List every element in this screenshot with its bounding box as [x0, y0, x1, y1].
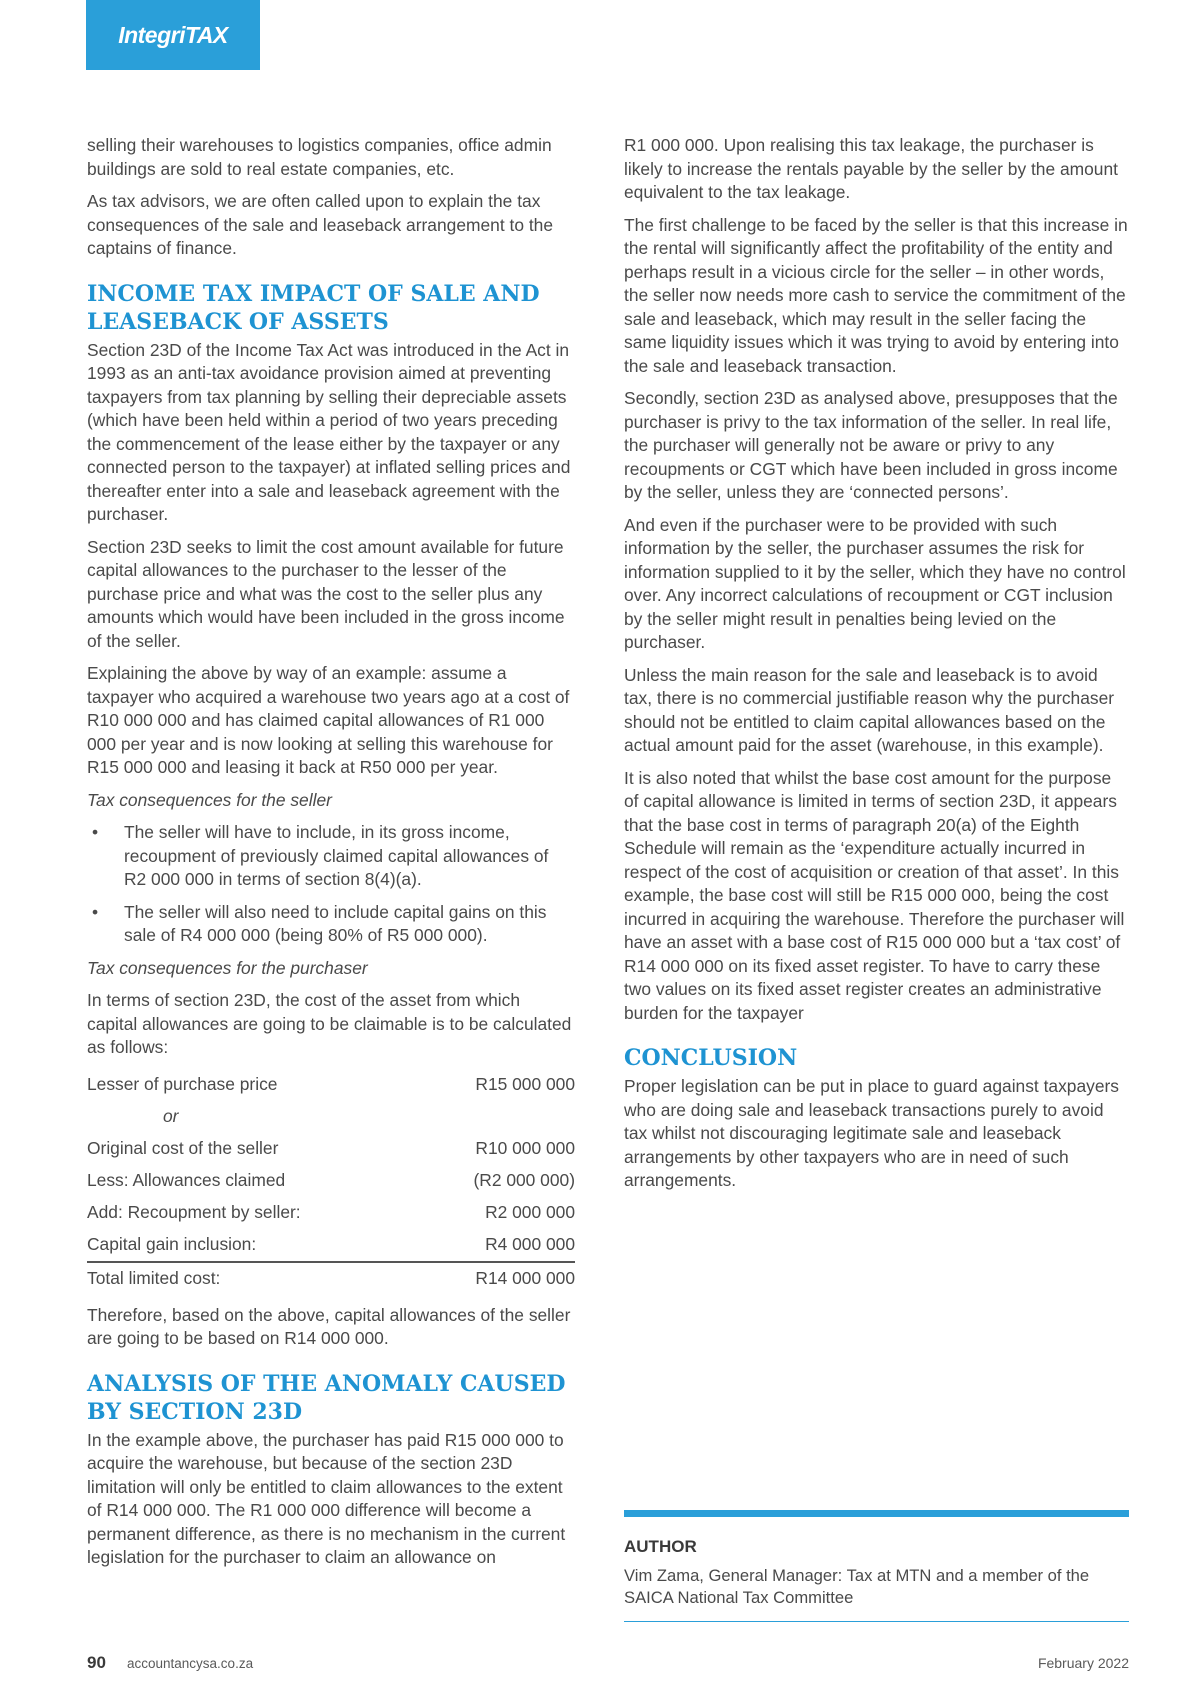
paragraph: Section 23D seeks to limit the cost amount available for future capital allowances to the purchaser to the lesser of the purchase price and what was the cost to the seller plus any amounts which would have been included in the gross income of the seller.: [87, 536, 565, 651]
calc-row: [87, 1165, 575, 1197]
subheading-purchaser: Tax consequences for the purchaser: [87, 957, 368, 978]
paragraph: R1 000 000. Upon realising this tax leakage, the purchaser is likely to increase the rentals payable by the seller by the amount equivalent to the tax leakage.: [624, 135, 1118, 202]
calc-row: [87, 1197, 575, 1229]
calc-value: R4 000 000: [485, 1233, 575, 1254]
author-label: AUTHOR: [624, 1537, 697, 1556]
logo-text: IntegriTAX: [118, 21, 228, 48]
calc-value: R10 000 000: [475, 1137, 575, 1158]
calc-label: Add: Recoupment by seller:: [87, 1201, 301, 1222]
paragraph: In terms of section 23D, the cost of the asset from which capital allowances are going to be claimable is to be calculated as follows:: [87, 990, 572, 1057]
calc-label: Less: Allowances claimed: [87, 1169, 286, 1190]
heading-line: ANALYSIS OF THE ANOMALY CAUSED: [87, 1370, 566, 1397]
paragraph: The first challenge to be faced by the seller is that this increase in the rental will significantly affect the profitability of the entity and perhaps result in a vicious circle for the seller – in other words, the seller now needs more cash to service the commitment of the sale and leaseback, which may result in the seller facing the same liquidity issues which it was trying to avoid by entering into the sale and leaseback transaction.: [624, 214, 1128, 376]
author-bottom-rule: [624, 1621, 1129, 1622]
paragraph: Proper legislation can be put in place to guard against taxpayers who are doing sale and leaseback transactions purely to avoid tax whilst not discouraging legitimate sale and leaseback arrangements by other taxpayers who are in need of such arrangements.: [624, 1076, 1119, 1190]
paragraph: Section 23D of the Income Tax Act was introduced in the Act in 1993 as an anti-tax avoidance provision aimed at preventing taxpayers from tax planning by selling their depreciable assets (which have been held within a period of two years preceding the commencement of the lease either by the taxpayer or any connected person to the taxpayer) at inflated selling prices and thereafter enter into a sale and leaseback agreement with the purchaser.: [87, 339, 571, 524]
calc-total-row: [87, 1261, 575, 1295]
footer-date: February 2022: [1037, 1655, 1129, 1671]
bullet-icon: •: [92, 901, 99, 922]
paragraph: And even if the purchaser were to be provided with such information by the seller, the purchaser assumes the risk for information supplied to it by the seller, which they have no control over. Any incorrect calculations of recoupment or CGT inclusion by the seller might result in penalties being levied on the purchaser.: [624, 514, 1126, 652]
list-item-text: The seller will also need to include capital gains on this sale of R4 000 000 (being 80% of R5 000 000).: [124, 901, 547, 945]
list-item-text: The seller will have to include, in its gross income, recoupment of previously claimed capital allowances of R2 000 000 in terms of section 8(4)(a).: [124, 822, 549, 889]
integritax-logo: [86, 0, 260, 70]
calc-row: [87, 1069, 575, 1101]
calc-or-text: or: [163, 1105, 179, 1126]
author-divider: [624, 1510, 1129, 1517]
calc-value: R2 000 000: [485, 1201, 575, 1222]
section-heading-income-tax-impact: [87, 280, 575, 336]
paragraph: As tax advisors, we are often called upon to explain the tax consequences of the sale and leaseback arrangement to the captains of finance.: [87, 191, 553, 258]
calc-row: [87, 1229, 575, 1261]
section-heading-conclusion: CONCLUSION: [624, 1045, 798, 1071]
section-heading-anomaly: [87, 1370, 575, 1426]
list-item: [87, 901, 575, 948]
paragraph: selling their warehouses to logistics companies, office admin buildings are sold to real estate companies, etc.: [87, 135, 552, 179]
heading-line: INCOME TAX IMPACT OF SALE AND: [87, 280, 540, 307]
calc-value: (R2 000 000): [473, 1169, 575, 1190]
calc-value: R14 000 000: [475, 1267, 575, 1288]
calc-value: R15 000 000: [475, 1073, 575, 1094]
paragraph: Explaining the above by way of an example: assume a taxpayer who acquired a warehouse two years ago at a cost of R10 000 000 and has claimed capital allowances of R1 000 000 per year and is now looking at selling this warehouse for R15 000 000 and leasing it back at R50 000 per year.: [87, 663, 570, 777]
left-column: [87, 134, 575, 1579]
calc-row: [87, 1133, 575, 1165]
paragraph: Therefore, based on the above, capital allowances of the seller are going to be based on R14 000 000.: [87, 1304, 571, 1348]
author-bio: Vim Zama, General Manager: Tax at MTN and a member of the SAICA National Tax Committee: [624, 1566, 1090, 1607]
calc-label: Total limited cost:: [87, 1267, 221, 1288]
footer-site: accountancysa.co.za: [127, 1656, 254, 1671]
paragraph: Unless the main reason for the sale and leaseback is to avoid tax, there is no commercial justifiable reason why the purchaser should not be entitled to claim capital allowances based on the actual amount paid for the asset (warehouse, in this example).: [624, 664, 1115, 755]
seller-consequences-list: [87, 821, 575, 948]
paragraph: Secondly, section 23D as analysed above, presupposes that the purchaser is privy to the tax information of the seller. In real life, the purchaser will generally not be aware or privy to any recoupments or CGT which have been included in gross income by the seller, unless they are ‘connected persons’.: [624, 388, 1118, 502]
heading-line: BY SECTION 23D: [87, 1398, 303, 1425]
list-item: [87, 821, 575, 892]
calc-label: Capital gain inclusion:: [87, 1233, 257, 1254]
calc-label: Original cost of the seller: [87, 1137, 279, 1158]
calc-label: Lesser of purchase price: [87, 1073, 278, 1094]
paragraph: It is also noted that whilst the base cost amount for the purpose of capital allowance is limited in terms of section 23D, it appears that the base cost in terms of paragraph 20(a) of the Eighth Schedule will remain as the ‘expenditure actually incurred in respect of the cost of acquisition or creation of that asset’. In this example, the base cost will still be R15 000 000, being the cost incurred in acquiring the warehouse. Therefore the purchaser will have an asset with a base cost of R15 000 000 but a ‘tax cost’ of R14 000 000 on its fixed asset register. To have to carry these two values on its fixed asset register creates an administrative burden for the taxpayer: [624, 767, 1125, 1023]
paragraph: In the example above, the purchaser has paid R15 000 000 to acquire the warehouse, but because of the section 23D limitation will only be entitled to claim allowances to the extent of R14 000 000. The R1 000 000 difference will become a permanent difference, as there is no mechanism in the current legislation for the purchaser to claim an allowance on: [87, 1429, 566, 1567]
calc-or-row: [87, 1101, 575, 1133]
heading-line: LEASEBACK OF ASSETS: [87, 308, 389, 335]
subheading-seller: Tax consequences for the seller: [87, 789, 332, 810]
right-column: [624, 134, 1129, 1202]
page-number: 90: [87, 1653, 106, 1672]
bullet-icon: •: [92, 822, 99, 842]
calculation-table: [87, 1069, 575, 1295]
